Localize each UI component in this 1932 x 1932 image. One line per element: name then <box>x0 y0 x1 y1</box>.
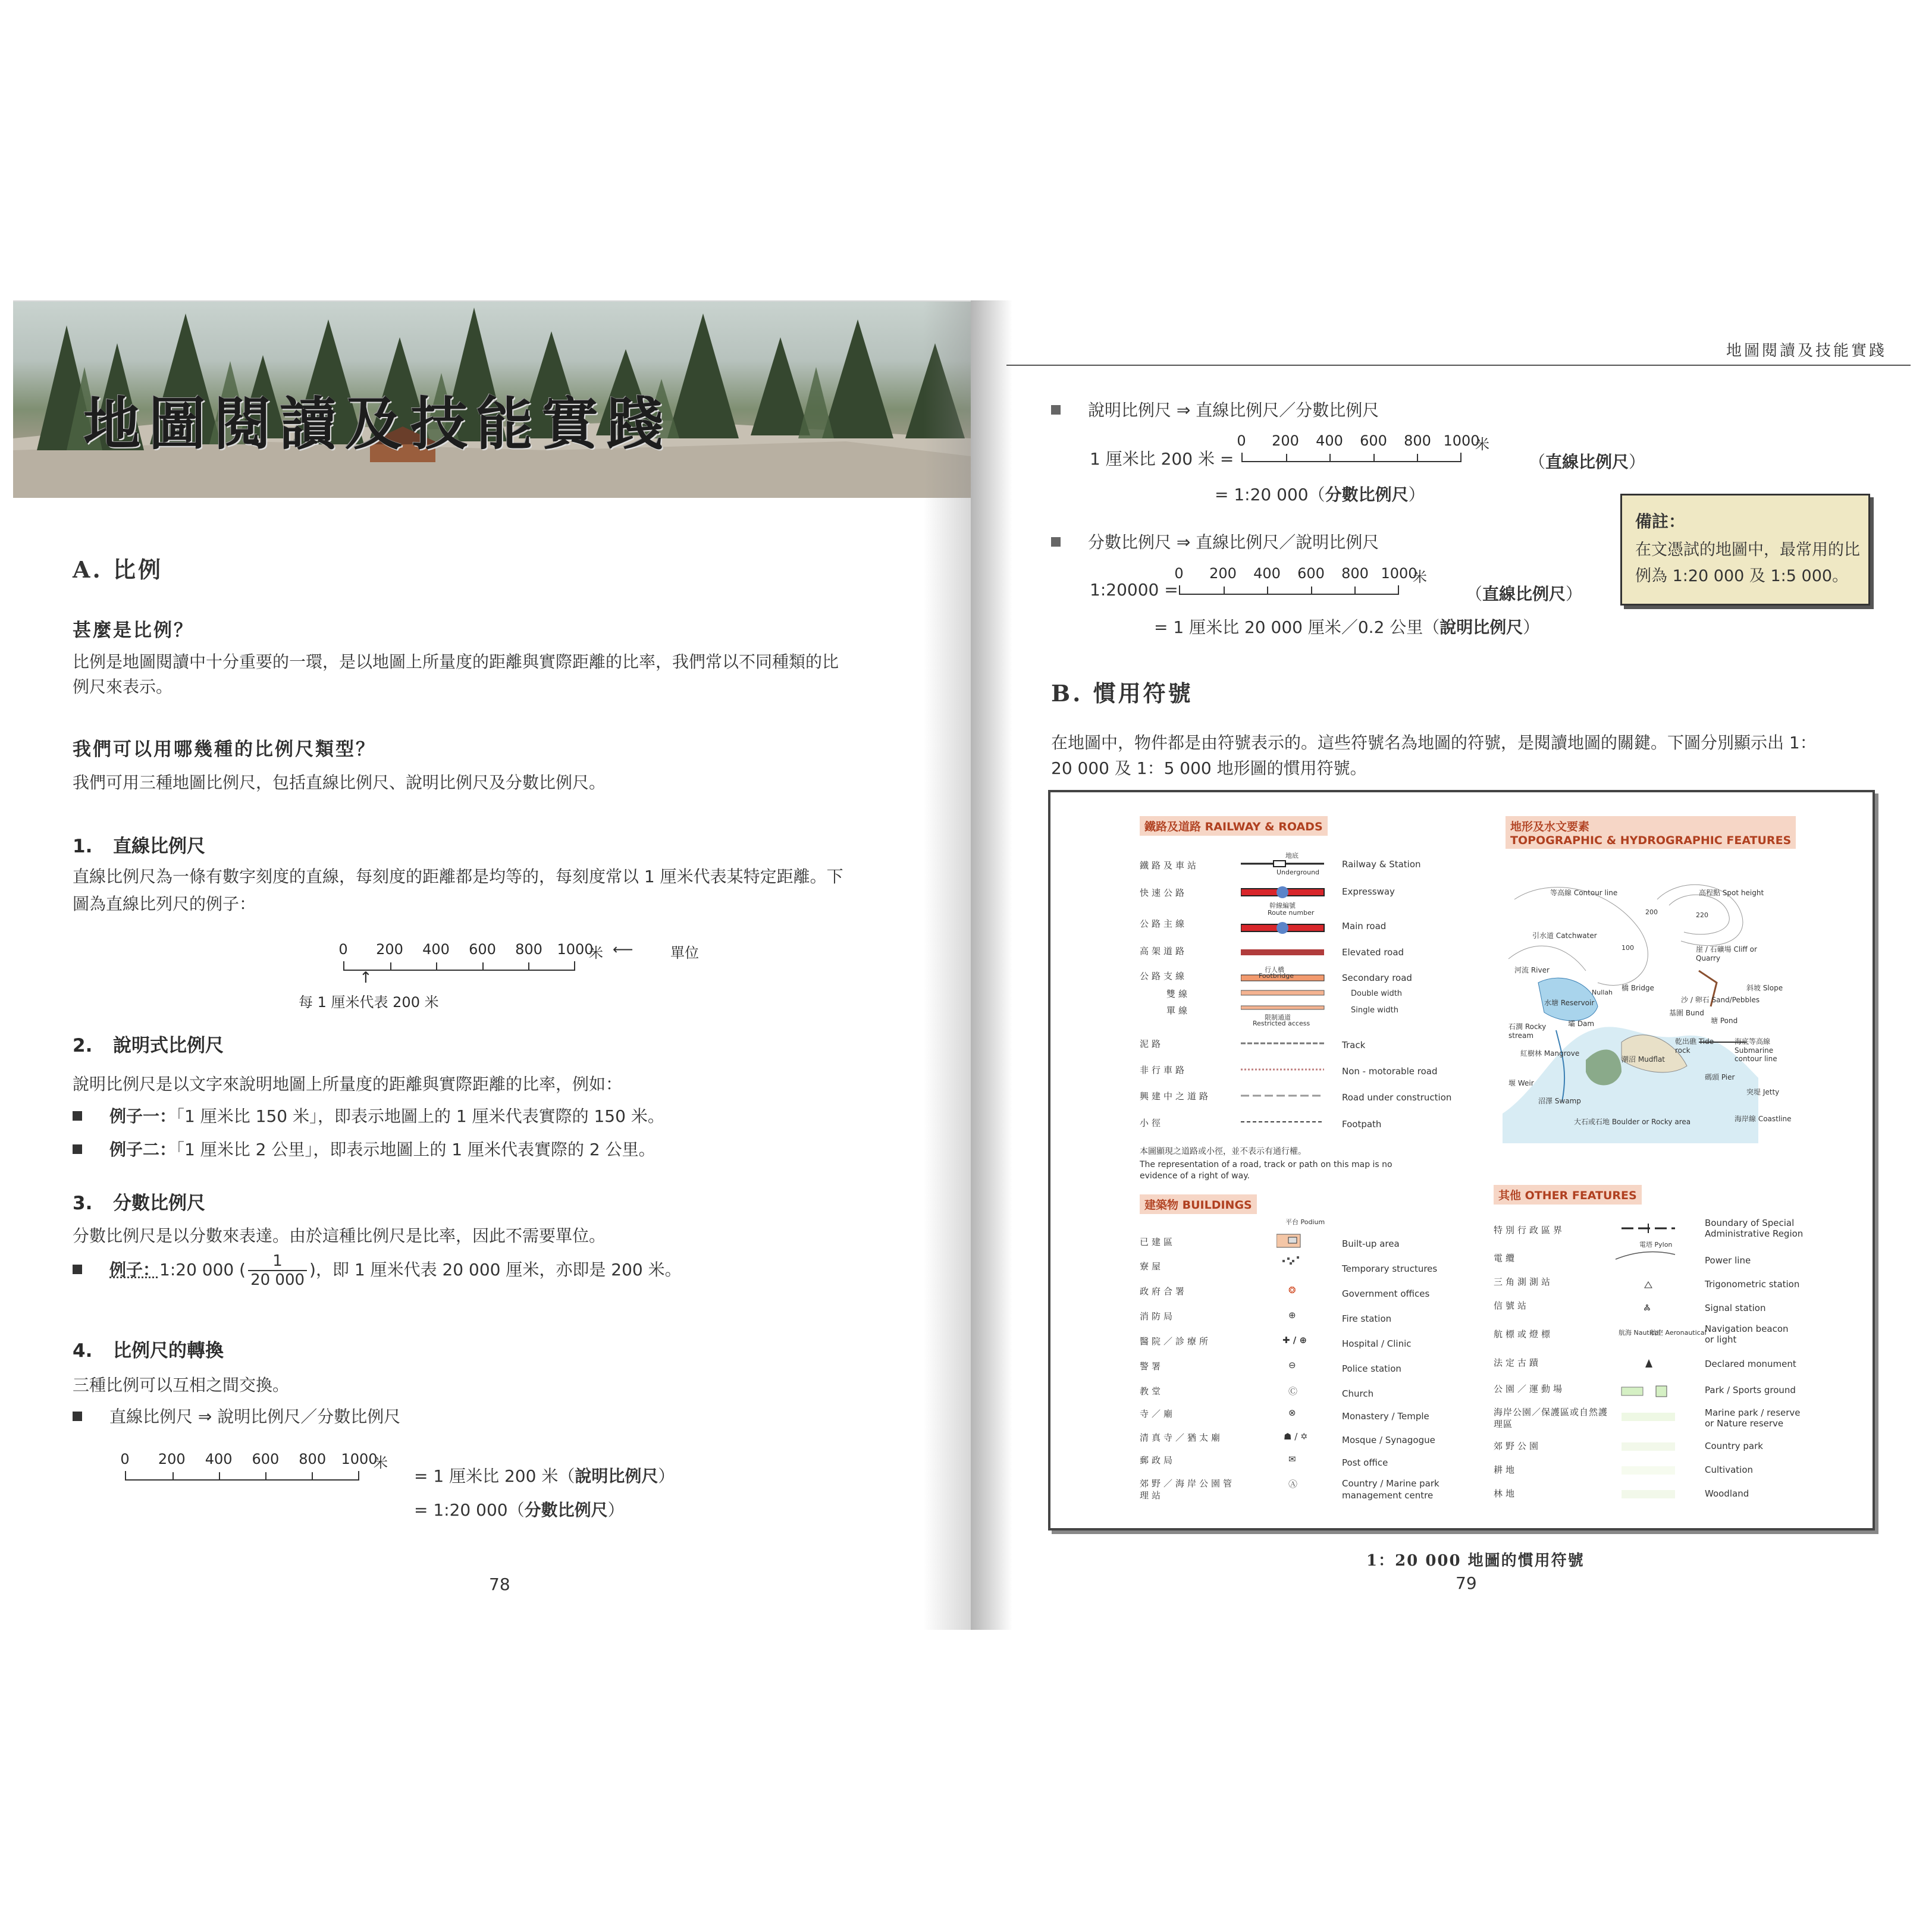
example-2 <box>73 1137 656 1161</box>
legend-zh: 高架道路 <box>1140 946 1188 956</box>
scale-line <box>343 961 575 971</box>
legend-en: Secondary road <box>1342 973 1412 983</box>
bullet-square-icon <box>73 1144 82 1154</box>
topo-label: 基圍 Bund <box>1669 1009 1704 1017</box>
footbridge-label: Footbridge <box>1259 972 1294 980</box>
running-head-rule <box>1006 365 1911 366</box>
result-label: 分數比例尺 <box>1325 485 1409 504</box>
scale-tick-label: 800 <box>1404 432 1431 449</box>
fraction-scale-prefix: 1:20 000 ( <box>159 1260 246 1279</box>
footbridge-label-zh: 行人橋 <box>1265 966 1284 974</box>
scale-tick-labels <box>1237 432 1480 453</box>
subheading-number: 1. <box>73 836 93 857</box>
route-number-label-zh: 幹線編號 <box>1269 902 1296 909</box>
legend-zh: 公園／運動場 <box>1494 1384 1566 1394</box>
bullet-square-icon <box>73 1265 82 1274</box>
fraction-numerator: 1 <box>248 1252 307 1271</box>
legend-en: Cultivation <box>1705 1464 1753 1475</box>
scale-tick-label: 0 <box>1237 432 1246 449</box>
legend-zh: 寮屋 <box>1140 1261 1164 1272</box>
temple-icon: ⊗ <box>1288 1407 1296 1418</box>
example-label: 例子： <box>109 1260 160 1279</box>
fraction <box>248 1252 307 1289</box>
topo-label: 崖 / 石礦場 Cliff or Quarry <box>1696 945 1757 962</box>
legend-en: Main road <box>1342 921 1387 932</box>
restricted-label-zh: 限制通道 <box>1265 1014 1291 1021</box>
result-paren: ） <box>607 1500 625 1520</box>
legend-en: Road under construction <box>1342 1092 1452 1103</box>
note-title: 備註： <box>1635 512 1686 531</box>
legend-zh: 非行車路 <box>1140 1065 1188 1075</box>
legend-zh: 醫院／診療所 <box>1140 1336 1212 1347</box>
legend-en: Marine park / reserve or Nature reserve <box>1705 1407 1801 1429</box>
legend-zh: 航標或燈標 <box>1494 1329 1554 1340</box>
scale-caption: 每 1 厘米代表 200 米 <box>299 994 439 1011</box>
scale-tick-label: 200 <box>376 941 403 958</box>
result-label: 說明比例尺 <box>575 1466 658 1486</box>
scale-line <box>1241 453 1461 462</box>
running-head: 地圖閱讀及技能實踐 <box>1726 342 1887 360</box>
podium-label: 平台 Podium <box>1285 1218 1325 1226</box>
book-spread <box>0 300 1932 1630</box>
road-note-en: The representation of a road, track or path on this map is no evidence of a right of way. <box>1140 1160 1392 1181</box>
linear-scale-bar-right-2 <box>1174 565 1417 595</box>
paragraph-4: 說明比例尺是以文字來說明地圖上所量度的距離與實際距離的比率，例如： <box>73 1074 623 1094</box>
scale-tick-label: 600 <box>1360 432 1387 449</box>
subheading-text: 直線比例尺 <box>113 836 205 857</box>
legend-en: Power line <box>1705 1255 1751 1266</box>
legend-zh: 寺／廟 <box>1140 1409 1176 1419</box>
legend-zh: 信號站 <box>1494 1300 1530 1311</box>
topo-label: 斜坡 Slope <box>1746 984 1783 992</box>
legend-en: Footpath <box>1342 1119 1382 1130</box>
legend-zh: 鐵路及車站 <box>1140 860 1200 871</box>
legend-en: Navigation beacon or light <box>1705 1323 1789 1345</box>
example-label: 例子二： <box>109 1140 177 1159</box>
subheading-number: 3. <box>73 1193 93 1214</box>
legend-zh: 消防局 <box>1140 1311 1176 1322</box>
underground-label: 地底 <box>1285 852 1299 860</box>
conversion-3-result-2 <box>1154 614 1539 638</box>
scale-tick-label: 800 <box>1341 565 1369 582</box>
legend-zh: 耕地 <box>1494 1464 1518 1475</box>
page-number-right: 79 <box>1456 1573 1477 1593</box>
legend-heading-topographic <box>1506 816 1796 849</box>
legend-heading-buildings: 建築物 BUILDINGS <box>1140 1194 1257 1214</box>
paragraph-6: 三種比例可以互相之間交換。 <box>73 1375 290 1395</box>
arrow-left-icon: ⟵ <box>613 941 633 958</box>
result-paren: ） <box>1566 584 1583 604</box>
legend-zh: 快速公路 <box>1140 887 1188 898</box>
legend-en: Temporary structures <box>1342 1263 1438 1274</box>
legend-heading-railway: 鐵路及道路 RAILWAY & ROADS <box>1140 816 1328 836</box>
legend-zh: 泥路 <box>1140 1039 1164 1049</box>
legend-en: Hospital / Clinic <box>1342 1338 1412 1349</box>
chapter-title: 地圖閱讀及技能實踐 <box>83 390 672 457</box>
conversion-text: 直線比例尺 ⇒ 說明比例尺／分數比例尺 <box>109 1407 401 1426</box>
scale-tick-label: 600 <box>1297 565 1325 582</box>
svg-text:Ꮬ: Ꮬ <box>1644 1303 1651 1313</box>
legend-en: Police station <box>1342 1363 1401 1374</box>
conversion-3-result-1 <box>1466 581 1582 605</box>
legend-zh: 公路支線 <box>1140 971 1188 981</box>
legend-en: Expressway <box>1342 886 1395 897</box>
section-b-heading: B. 慣用符號 <box>1051 680 1193 707</box>
gutter-shadow-right <box>971 300 1012 1630</box>
building-area-symbols <box>1276 1231 1324 1267</box>
conversion-text: 說明比例尺 ⇒ 直線比例尺／分數比例尺 <box>1088 400 1379 420</box>
scale-tick-label: 400 <box>205 1451 233 1467</box>
topo-label: 石澗 Rocky stream <box>1508 1023 1547 1040</box>
legend-en: Mosque / Synagogue <box>1342 1435 1435 1445</box>
result-paren: （ <box>1529 452 1546 472</box>
road-note-zh: 本圖顯現之道路或小徑，並不表示有通行權。 <box>1140 1147 1306 1156</box>
legend-en: Signal station <box>1705 1303 1766 1313</box>
scale-unit: 米 <box>589 945 603 961</box>
scale-tick-label: 800 <box>515 941 542 958</box>
legend-zh: 林地 <box>1494 1488 1518 1499</box>
legend-zh: 法定古蹟 <box>1494 1357 1542 1368</box>
church-icon: Ⓒ <box>1288 1386 1298 1397</box>
scale-tick-label: 1000 <box>1381 565 1417 582</box>
right-page <box>971 300 1922 1630</box>
result-label: 直線比例尺 <box>1482 584 1566 604</box>
scale-unit: 米 <box>1413 569 1427 585</box>
paragraph-1b: 例尺來表示。 <box>73 677 173 697</box>
result-paren: ） <box>658 1466 675 1486</box>
topo-label: 沙 / 卵石 Sand/Pebbles <box>1681 996 1760 1004</box>
scale-tick-label: 400 <box>422 941 450 958</box>
subheading-number: 4. <box>73 1340 93 1362</box>
example-3 <box>73 1252 682 1289</box>
paragraph-3b: 圖為直線比列尺的例子： <box>73 894 256 914</box>
topo-label: 沼澤 Swamp <box>1538 1097 1581 1105</box>
question-heading-1: 甚麼是比例？ <box>73 620 194 641</box>
legend-en: Railway & Station <box>1342 859 1421 870</box>
example-label: 例子一： <box>109 1106 177 1126</box>
other-feature-symbols <box>1610 1218 1693 1503</box>
scale-line <box>125 1471 359 1481</box>
bullet-square-icon <box>73 1412 82 1421</box>
nautical-label: 航海 Nautical <box>1619 1329 1661 1337</box>
result-paren: （ <box>1466 584 1483 604</box>
legend-en: Post office <box>1342 1457 1388 1468</box>
example-text: 「1 厘米比 2 公里」，即表示地圖上的 1 厘米代表實際的 2 公里。 <box>176 1140 656 1159</box>
scale-tick-label: 400 <box>1316 432 1343 449</box>
scale-tick-label: 1000 <box>557 941 594 958</box>
question-heading-2: 我們可以用哪幾種的比例尺類型？ <box>73 739 376 760</box>
topo-heading-en: TOPOGRAPHIC & HYDROGRAPHIC FEATURES <box>1510 834 1792 847</box>
linear-scale-bar-right-1 <box>1237 432 1480 462</box>
scale-unit-pointer: 單位 <box>670 945 699 961</box>
conversion-2 <box>1051 397 1379 421</box>
bullet-square-icon <box>1051 405 1061 415</box>
paragraph-2: 我們可用三種地圖比例尺，包括直線比例尺、說明比例尺及分數比例尺。 <box>73 773 606 792</box>
police-station-icon: ⊖ <box>1288 1360 1296 1370</box>
scale-tick-label: 1000 <box>341 1451 378 1467</box>
result-text: = 1:20 000（ <box>1215 485 1325 504</box>
subheading-4 <box>73 1335 224 1362</box>
subheading-3 <box>73 1188 205 1215</box>
paragraph-7b: 20 000 及 1：5 000 地形圖的慣用符號。 <box>1051 758 1367 778</box>
paragraph-3a: 直線比例尺為一條有數字刻度的直線，每刻度的距離都是均等的，每刻度常以 1 厘米代表某特定距離。下 <box>73 867 843 886</box>
scale-tick-label: 0 <box>120 1451 130 1467</box>
government-offices-icon: ❂ <box>1288 1285 1296 1296</box>
result-text: = 1:20 000（ <box>414 1500 525 1520</box>
scale-tick-label: 400 <box>1253 565 1281 582</box>
underground-label-en: Underground <box>1276 868 1320 876</box>
subheading-1 <box>73 831 205 858</box>
conversion-3 <box>1051 529 1379 553</box>
conversion-result-2 <box>414 1497 625 1521</box>
topo-label: 200 <box>1645 908 1658 916</box>
result-label: 說明比例尺 <box>1439 617 1523 637</box>
legend-zh: 公路主線 <box>1140 918 1188 929</box>
legend-en: Country park <box>1705 1441 1763 1451</box>
legend-en: Church <box>1342 1388 1374 1399</box>
legend-en: Non - motorable road <box>1342 1066 1438 1077</box>
page-number-left: 78 <box>489 1575 510 1594</box>
scale-tick-labels <box>1174 565 1417 585</box>
topo-label: 水塘 Reservoir <box>1544 999 1595 1007</box>
subheading-text: 分數比例尺 <box>113 1193 205 1214</box>
legend-en: Government offices <box>1342 1288 1430 1299</box>
scale-tick-label: 1000 <box>1443 432 1480 449</box>
scale-tick-label: 0 <box>1174 565 1184 582</box>
paragraph-7a: 在地圖中，物件都是由符號表示的。這些符號名為地圖的符號，是閱讀地圖的關鍵。下圖分別顯示出 1： <box>1051 733 1817 752</box>
example-text: 「1 厘米比 150 米」，即表示地圖上的 1 厘米代表實際的 150 米。 <box>176 1106 664 1126</box>
subheading-text: 說明式比例尺 <box>113 1035 224 1056</box>
conversion-2-lhs: 1 厘米比 200 米 = <box>1090 449 1234 469</box>
route-number-label: Route number <box>1268 909 1315 917</box>
banner-photo <box>13 302 971 498</box>
conversion-2-result-1 <box>1529 449 1645 473</box>
left-page <box>13 300 971 1630</box>
legend-zh: 特別行政區界 <box>1494 1225 1566 1235</box>
legend-zh: 三角測測站 <box>1494 1276 1554 1287</box>
topo-label: 高程點 Spot height <box>1699 889 1764 897</box>
note-box <box>1620 494 1870 606</box>
legend-en: Declared monument <box>1705 1359 1796 1369</box>
result-label: 分數比例尺 <box>524 1500 608 1520</box>
topo-label: 引水道 Catchwater <box>1532 932 1597 940</box>
legend-zh: 雙線 <box>1166 989 1191 999</box>
park-management-icon: Ⓐ <box>1288 1479 1298 1489</box>
legend-zh: 教堂 <box>1140 1386 1164 1397</box>
topo-label: 乾出礁 Tide rock <box>1675 1037 1714 1055</box>
hospital-clinic-icon: ✚ / ⊕ <box>1282 1335 1307 1346</box>
legend-en: Country / Marine park management centre <box>1342 1478 1439 1501</box>
legend-zh: 單線 <box>1166 1005 1191 1016</box>
road-symbols <box>1241 852 1330 1131</box>
topo-label: 海底等高線 Submarine contour line <box>1735 1037 1777 1063</box>
result-paren: ） <box>1629 452 1646 472</box>
topo-label: 突堤 Jetty <box>1746 1088 1780 1096</box>
subheading-number: 2. <box>73 1035 93 1056</box>
note-text: 在文憑試的地圖中，最常用的比例為 1:20 000 及 1:5 000。 <box>1635 541 1860 585</box>
conversion-3-lhs: 1:20000 = <box>1090 580 1178 600</box>
result-label: 直線比例尺 <box>1545 452 1629 472</box>
topo-label: 等高線 Contour line <box>1550 889 1618 897</box>
bullet-square-icon <box>73 1111 82 1121</box>
topo-label: 橋 Bridge <box>1622 984 1654 992</box>
section-a-heading: A. 比例 <box>73 556 163 583</box>
topo-heading-zh: 地形及水文要素 <box>1510 820 1590 833</box>
topo-label: 堰 Weir <box>1508 1079 1534 1087</box>
topo-label: 碼頭 Pier <box>1705 1073 1735 1081</box>
legend-en: Double width <box>1351 989 1403 998</box>
scale-unit: 米 <box>1475 436 1489 453</box>
legend-zh: 海岸公園／保護區或自然護理區 <box>1494 1407 1608 1429</box>
paragraph-5: 分數比例尺是以分數來表達。由於這種比例尺是比率，因此不需要單位。 <box>73 1226 606 1246</box>
legend-en: Boundary of Special Administrative Region <box>1705 1218 1804 1239</box>
legend-zh: 郊野／海岸公園管理站 <box>1140 1478 1235 1501</box>
legend-zh: 興建中之道路 <box>1140 1091 1212 1102</box>
legend-zh: 警署 <box>1140 1361 1164 1372</box>
legend-en: Monastery / Temple <box>1342 1411 1429 1422</box>
scale-tick-label: 600 <box>469 941 496 958</box>
linear-scale-bar-conversion <box>120 1451 378 1481</box>
paragraph-1a: 比例是地圖閱讀中十分重要的一環，是以地圖上所量度的距離與實際距離的比率，我們常以不同種類的比 <box>73 652 839 672</box>
scale-line <box>1179 585 1399 595</box>
fire-station-icon: ⊕ <box>1288 1310 1296 1321</box>
topo-label: 紅樹林 Mangrove <box>1520 1049 1580 1058</box>
result-text: = 1 厘米比 20 000 厘米／0.2 公里（ <box>1154 617 1440 637</box>
post-office-icon: ✉ <box>1288 1454 1296 1464</box>
topo-label: 壩 Dam <box>1568 1020 1595 1028</box>
result-text: = 1 厘米比 200 米（ <box>414 1466 575 1486</box>
subheading-2 <box>73 1030 224 1057</box>
legend-heading-other: 其他 OTHER FEATURES <box>1494 1185 1642 1205</box>
result-paren: ） <box>1523 617 1540 637</box>
topo-label: 100 <box>1622 944 1634 952</box>
gutter-shadow-left <box>923 302 971 1630</box>
conversion-result-1 <box>414 1463 675 1487</box>
legend-zh: 郊野公園 <box>1494 1441 1542 1451</box>
topo-label: 海岸線 Coastline <box>1735 1115 1792 1123</box>
topo-label: 河流 River <box>1514 966 1550 974</box>
pylon-label: 電塔 Pylon <box>1639 1241 1673 1249</box>
legend-en: Elevated road <box>1342 947 1404 958</box>
fraction-scale-suffix: )，即 1 厘米代表 20 000 厘米，亦即是 200 米。 <box>309 1260 682 1279</box>
legend-zh: 已建區 <box>1140 1237 1176 1247</box>
legend-caption: 1：20 000 地圖的慣用符號 <box>1366 1552 1585 1570</box>
conversion-2-result-2 <box>1215 482 1425 506</box>
arrow-up-icon: ↑ <box>359 969 372 987</box>
legend-en: Trigonometric station <box>1705 1279 1800 1290</box>
restricted-label: Restricted access <box>1253 1020 1310 1027</box>
conversion-1 <box>73 1404 400 1428</box>
fraction-denominator: 20 000 <box>250 1271 305 1289</box>
bullet-square-icon <box>1051 537 1061 547</box>
result-paren: ） <box>1408 485 1425 504</box>
topo-label: 潮沼 Mudflat <box>1622 1055 1666 1064</box>
scale-tick-label: 200 <box>1272 432 1299 449</box>
scale-tick-label: 200 <box>1209 565 1237 582</box>
scale-tick-label: 200 <box>158 1451 186 1467</box>
legend-en: Woodland <box>1705 1488 1749 1499</box>
legend-zh: 政府合署 <box>1140 1286 1188 1297</box>
linear-scale-bar-example <box>338 941 594 971</box>
scale-tick-labels <box>120 1451 378 1471</box>
scale-unit: 米 <box>374 1454 388 1471</box>
legend-zh: 小徑 <box>1140 1118 1164 1128</box>
legend-en: Built-up area <box>1342 1238 1400 1249</box>
scale-tick-labels <box>338 941 594 961</box>
mosque-synagogue-icon: ☗ / ✡ <box>1284 1431 1308 1442</box>
subheading-text: 比例尺的轉換 <box>113 1340 224 1362</box>
conversion-text: 分數比例尺 ⇒ 直線比例尺／說明比例尺 <box>1088 532 1379 552</box>
scale-tick-label: 600 <box>252 1451 280 1467</box>
legend-en: Track <box>1342 1040 1366 1050</box>
legend-en: Single width <box>1351 1006 1398 1015</box>
topo-label: 塘 Pond <box>1711 1017 1738 1025</box>
topo-label: 大石或石地 Boulder or Rocky area <box>1574 1118 1691 1126</box>
scale-tick-label: 800 <box>299 1451 327 1467</box>
topo-label: Nullah <box>1592 989 1613 996</box>
legend-en: Park / Sports ground <box>1705 1385 1796 1395</box>
example-1 <box>73 1103 664 1127</box>
topo-label: 220 <box>1696 911 1708 919</box>
legend-zh: 電纜 <box>1494 1253 1518 1263</box>
legend-en: Fire station <box>1342 1313 1392 1324</box>
legend-zh: 清真寺／猶太廟 <box>1140 1432 1224 1443</box>
map-symbol-legend <box>1048 790 1875 1530</box>
legend-zh: 郵政局 <box>1140 1455 1176 1466</box>
aeronautical-label: 航空 Aeronautical <box>1650 1329 1707 1337</box>
scale-tick-label: 0 <box>338 941 348 958</box>
